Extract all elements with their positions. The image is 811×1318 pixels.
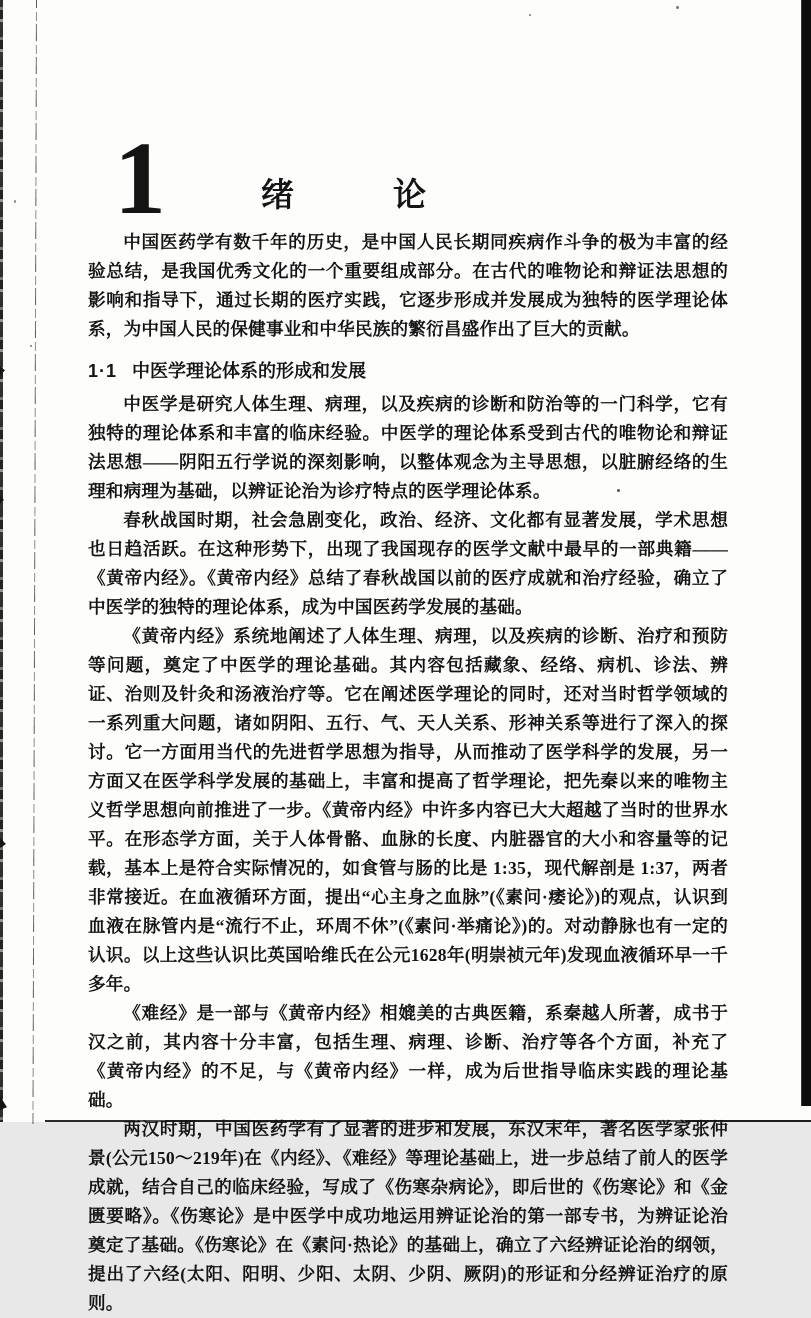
- scan-right-edge-artifact: [801, 0, 811, 1106]
- ink-speck: [30, 345, 32, 347]
- page-content: [88, 121, 728, 1318]
- ink-blob: [0, 838, 6, 848]
- body-paragraph: 《黄帝内经》系统地阐述了人体生理、病理，以及疾病的诊断、治疗和预防等问题，奠定了中医学的理论基础。其内容包括藏象、经络、病机、诊法、辨证、治则及针灸和汤液治疗等。它在阐述医学理论的同时，还对当时哲学领域的一系列重大问题，诸如阴阳、五行、气、天人关系、形神关系等进行了深入的探讨。它一方面用当代的先进哲学思想为指导，从而推动了医学科学的发展，另一方面又在医学科学发展的基础上，丰富和提高了哲学理论，把先秦以来的唯物主义哲学思想向前推进了一步。《黄帝内经》中许多内容已大大超越了当时的世界水平。在形态学方面，关于人体骨骼、血脉的长度、内脏器官的大小和容量等的记载，基本上是符合实际情况的，如食管与肠的比是 1:35，现代解剖是 1:37，两者非常接近。在血液循环方面，提出“心主身之血脉”(《素问·痿论》)的观点，认识到血液在脉管内是“流行不止，环周不休”(《素问·举痛论》)的。对动静脉也有一定的认识。以上这些认识比英国哈维氏在公元1628年(明崇祯元年)发现血液循环早一千多年。: [88, 626, 728, 994]
- body-paragraph: 两汉时期，中国医药学有了显著的进步和发展，东汉末年，著名医学家张仲景(公元150～219年)在《内经》、《难经》等理论基础上，进一步总结了前人的医学成就，结合自己的临床经验，写成了《伤寒杂病论》，即后世的《伤寒论》和《金匮要略》。《伤寒论》是中医学中成功地运用辨证论治的第一部专书，为辨证论治奠定了基础。《伤寒论》在《素问·热论》的基础上，确立了六经辨证论治的纲领，提出了六经(太阳、阳明、少阳、太阴、少阴、厥阴)的形证和分经辨证治疗的原则。: [88, 1119, 728, 1313]
- body-paragraph: 《难经》是一部与《黄帝内经》相媲美的古典医籍，系秦越人所著，成书于汉之前，其内容十分丰富，包括生理、病理、诊断、治疗等各个方面，补充了《黄帝内经》的不足，与《黄帝内经》一样，成为后世指导临床实践的理论基础。: [88, 1003, 728, 1110]
- scan-left-edge-artifact: [0, 0, 3, 1122]
- section-heading: [88, 357, 728, 383]
- section-title: 中医学理论体系的形成和发展: [132, 361, 367, 381]
- chapter-number: 1: [114, 121, 163, 236]
- body-paragraph: 中医学是研究人体生理、病理，以及疾病的诊断和防治等的一门科学，它有独特的理论体系和丰富的临床经验。中医学的理论体系受到古代的唯物论和辩证法思想——阴阳五行学说的深刻影响，以整体观念为主导思想，以脏腑经络的生理和病理为基础，以辨证论治为诊疗特点的医学理论体系。: [88, 394, 728, 501]
- ink-speck: [14, 200, 16, 203]
- ink-speck: [676, 6, 679, 9]
- body-paragraph: 春秋战国时期，社会急剧变化，政治、经济、文化都有显著发展，学术思想也日趋活跃。在这种形势下，出现了我国现存的医学文献中最早的一部典籍——《黄帝内经》。《黄帝内经》总结了春秋战国以前的医疗成就和治疗经验，确立了中医学的独特的理论体系，成为中国医药学发展的基础。: [88, 510, 728, 617]
- ink-speck: [529, 14, 531, 16]
- intro-paragraph: 中国医药学有数千年的历史，是中国人民长期同疾病作斗争的极为丰富的经验总结，是我国优秀文化的一个重要组成部分。在古代的唯物论和辩证法思想的影响和指导下，通过长期的医疗实践，它逐步形成并发展成为独特的医学理论体系，为中国人民的保健事业和中华民族的繁衍昌盛作出了巨大的贡献。: [88, 232, 728, 339]
- scan-crease-line: [32, 0, 37, 1124]
- section-number: 1·1: [88, 361, 118, 381]
- chapter-title: 绪 论: [261, 176, 426, 213]
- chapter-heading: [114, 121, 728, 236]
- ink-blob: [0, 1096, 7, 1110]
